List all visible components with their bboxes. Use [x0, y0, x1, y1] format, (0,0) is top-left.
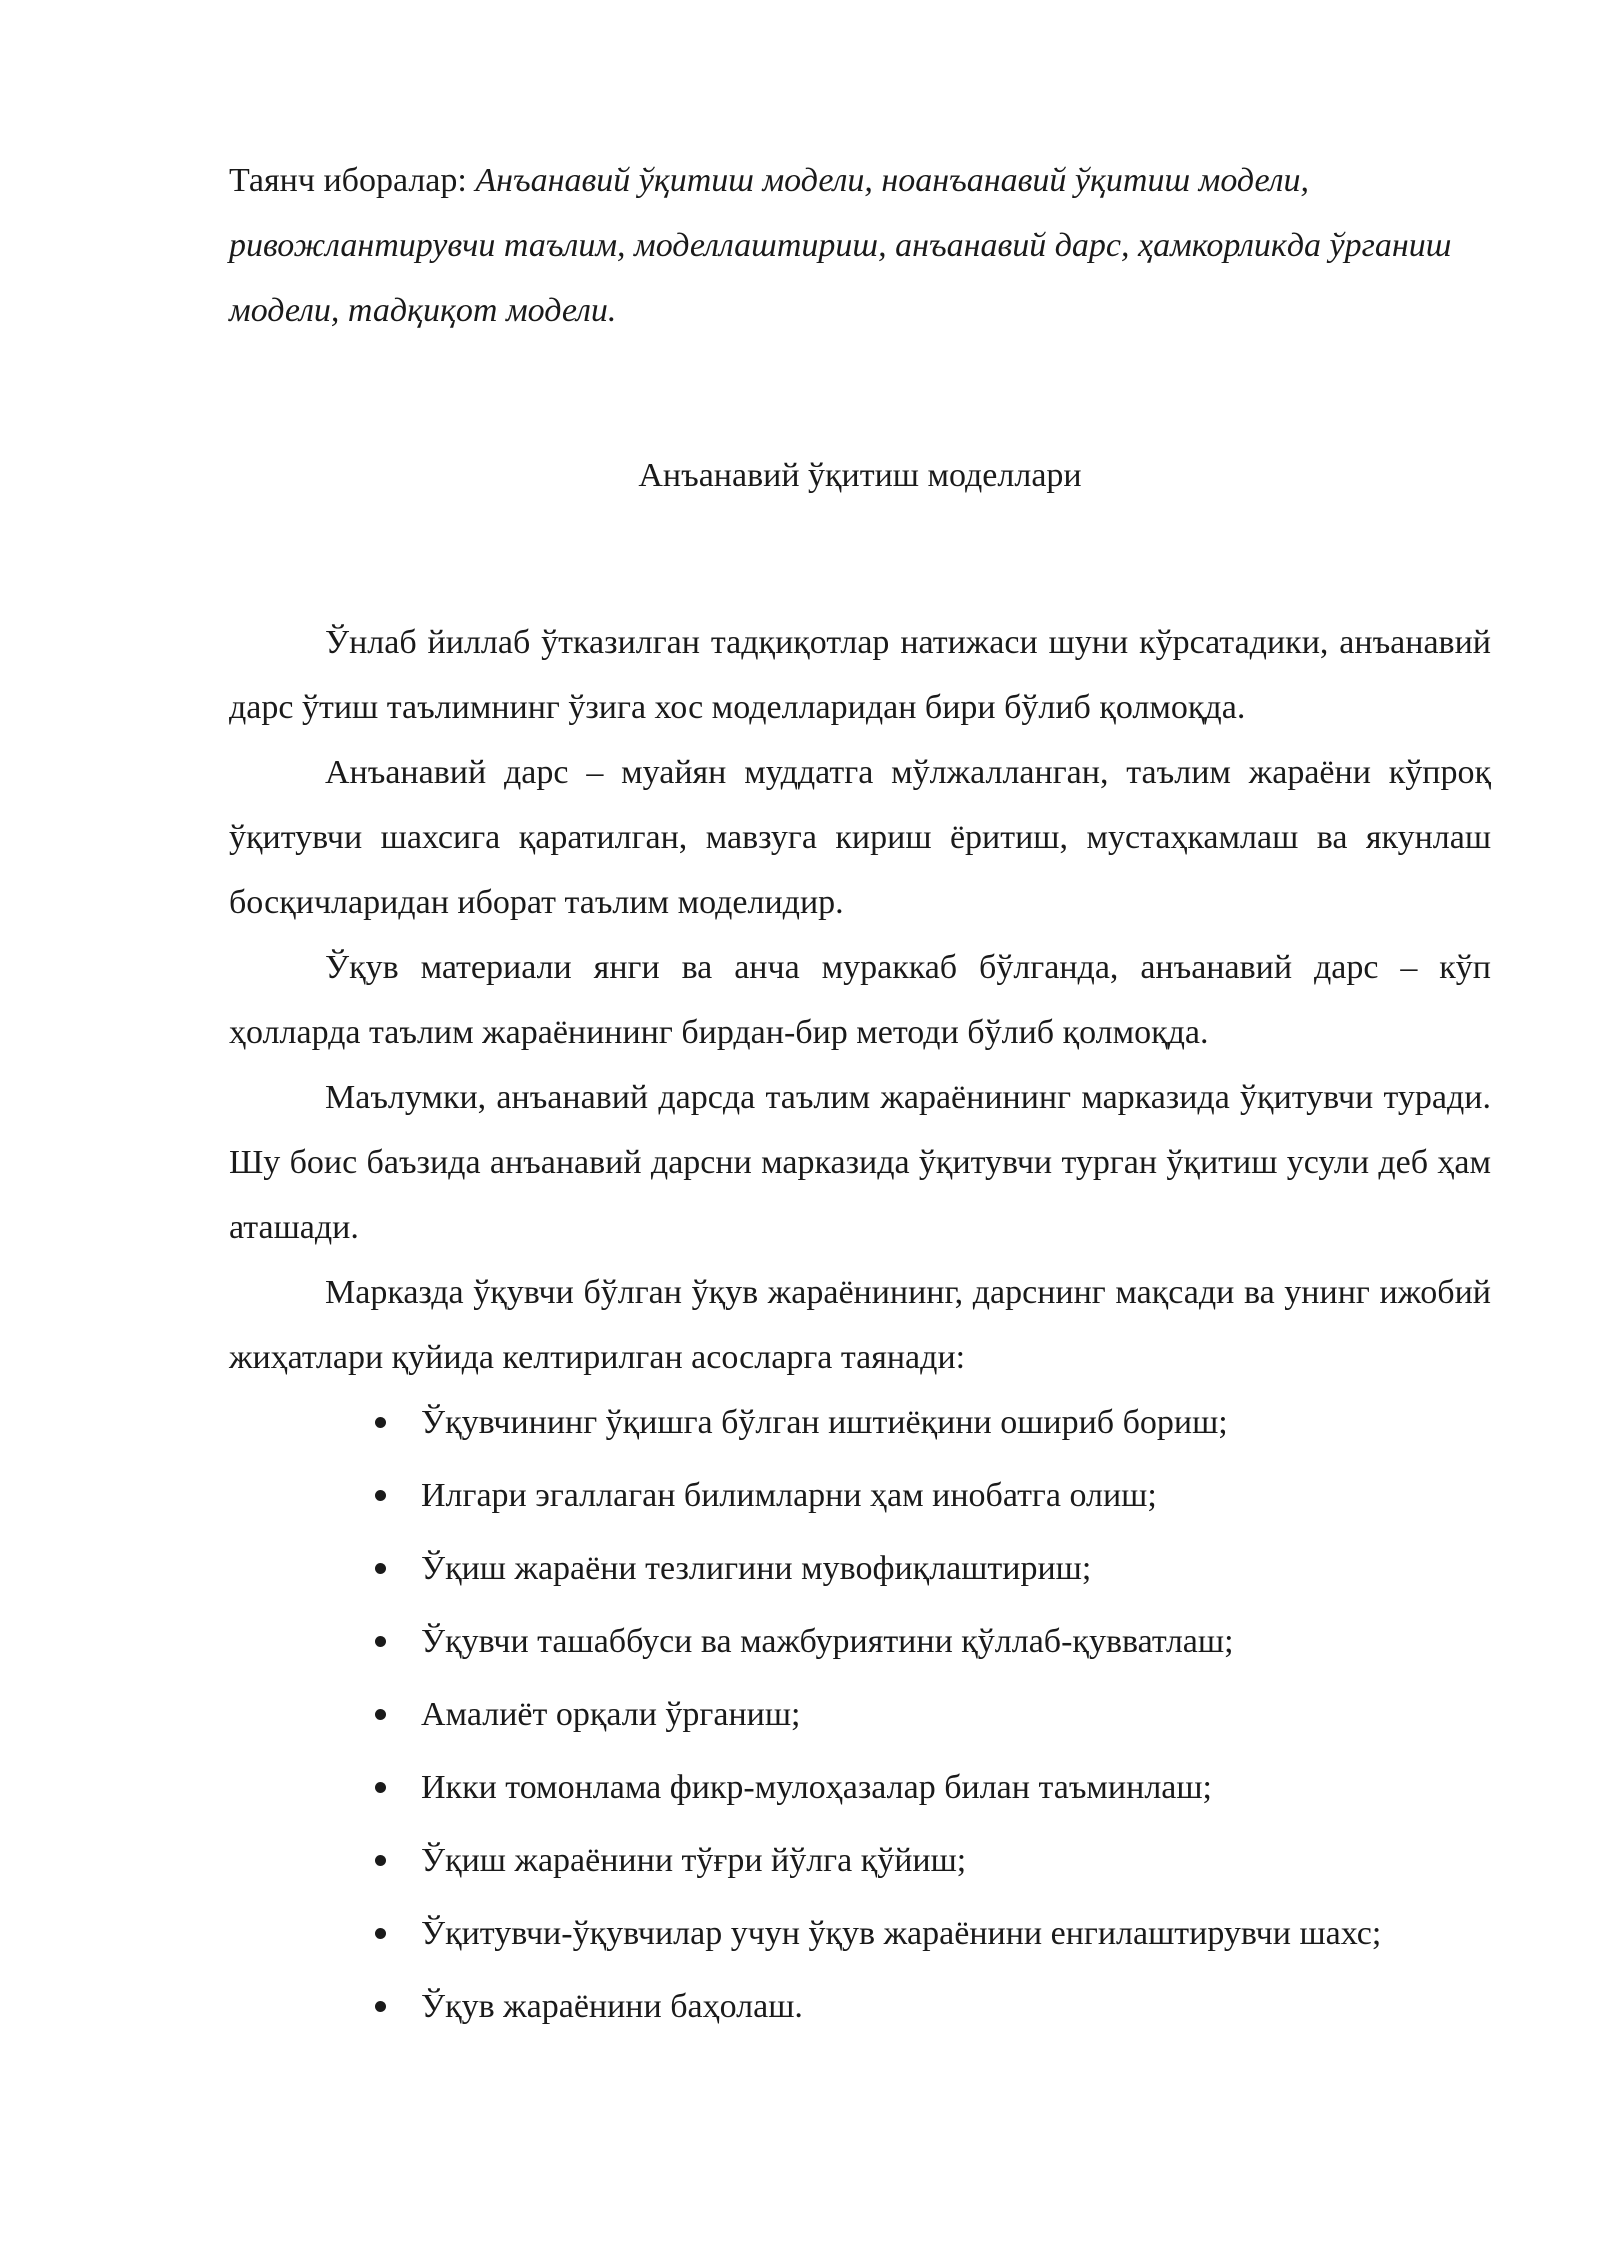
list-item-text: Ўқиш жараёнини тўғри йўлга қўйиш;	[421, 1842, 967, 1879]
keywords-label: Таянч иборалар:	[229, 162, 467, 199]
list-item-text: Икки томонлама фикр-мулоҳазалар билан таъминлаш;	[421, 1769, 1212, 1806]
list-item	[375, 1828, 1491, 1893]
bullet-icon	[375, 1417, 386, 1428]
bullet-icon	[375, 1709, 386, 1720]
document-page	[229, 148, 1491, 2047]
list-item	[375, 1463, 1491, 1528]
bullet-icon	[375, 1928, 386, 1939]
paragraph: Анъанавий дарс – муайян муддатга мўлжалланган, таълим жараёни кўпроқ ўқитувчи шахсига қаратилган, мавзуга кириш ёритиш, мустаҳкамлаш ва якунлаш босқичларидан иборат таълим моделидир.	[229, 754, 1491, 921]
list-item	[375, 1682, 1491, 1747]
list-item	[375, 1755, 1491, 1820]
keywords-line	[229, 148, 1491, 343]
paragraph: Ўқув материали янги ва анча мураккаб бўлганда, анъанавий дарс – кўп ҳолларда таълим жараёнининг бирдан-бир методи бўлиб қолмоқда.	[229, 949, 1491, 1051]
bullet-icon	[375, 1855, 386, 1866]
bullet-icon	[375, 1563, 386, 1574]
keywords-text: Анъанавий ўқитиш модели, ноанъанавий ўқитиш модели, ривожлантирувчи таълим, моделлаштириш, анъанавий дарс, ҳамкорликда ўрганиш модели, тадқиқот модели.	[229, 162, 1452, 329]
bullet-list	[229, 1390, 1491, 2039]
list-item	[375, 1390, 1491, 1455]
list-item-text: Ўқувчи ташаббуси ва мажбуриятини қўллаб-қувватлаш;	[421, 1623, 1234, 1660]
list-item-text: Амалиёт орқали ўрганиш;	[421, 1696, 801, 1733]
list-item	[375, 1901, 1491, 1966]
section-title: Анъанавий ўқитиш моделлари	[638, 457, 1082, 494]
bullet-icon	[375, 1636, 386, 1647]
list-item	[375, 1974, 1491, 2039]
bullet-icon	[375, 1490, 386, 1501]
paragraph: Ўнлаб йиллаб ўтказилган тадқиқотлар натижаси шуни кўрсатадики, анъанавий дарс ўтиш таълимнинг ўзига хос моделларидан бири бўлиб қолмоқда.	[229, 624, 1491, 726]
list-item-text: Ўқиш жараёни тезлигини мувофиқлаштириш;	[421, 1550, 1092, 1587]
bullet-icon	[375, 1782, 386, 1793]
bullet-icon	[375, 2001, 386, 2012]
list-item-text: Ўқитувчи-ўқувчилар учун ўқув жараёнини енгилаштирувчи шахс;	[421, 1915, 1382, 1952]
list-item-text: Ўқув жараёнини баҳолаш.	[421, 1988, 803, 2025]
body-text	[229, 610, 1491, 2039]
list-item-text: Ўқувчининг ўқишга бўлган иштиёқини ошириб бориш;	[421, 1404, 1228, 1441]
list-item-text: Илгари эгаллаган билимларни ҳам инобатга олиш;	[421, 1477, 1157, 1514]
paragraph: Марказда ўқувчи бўлган ўқув жараёнининг, дарснинг мақсади ва унинг ижобий жиҳатлари қуйида келтирилган асосларга таянади:	[229, 1274, 1491, 1376]
list-item	[375, 1609, 1491, 1674]
list-item	[375, 1536, 1491, 1601]
paragraph: Маълумки, анъанавий дарсда таълим жараёнининг марказида ўқитувчи туради. Шу боис баъзида анъанавий дарсни марказида ўқитувчи турган ўқитиш усули деб ҳам аташади.	[229, 1079, 1491, 1246]
